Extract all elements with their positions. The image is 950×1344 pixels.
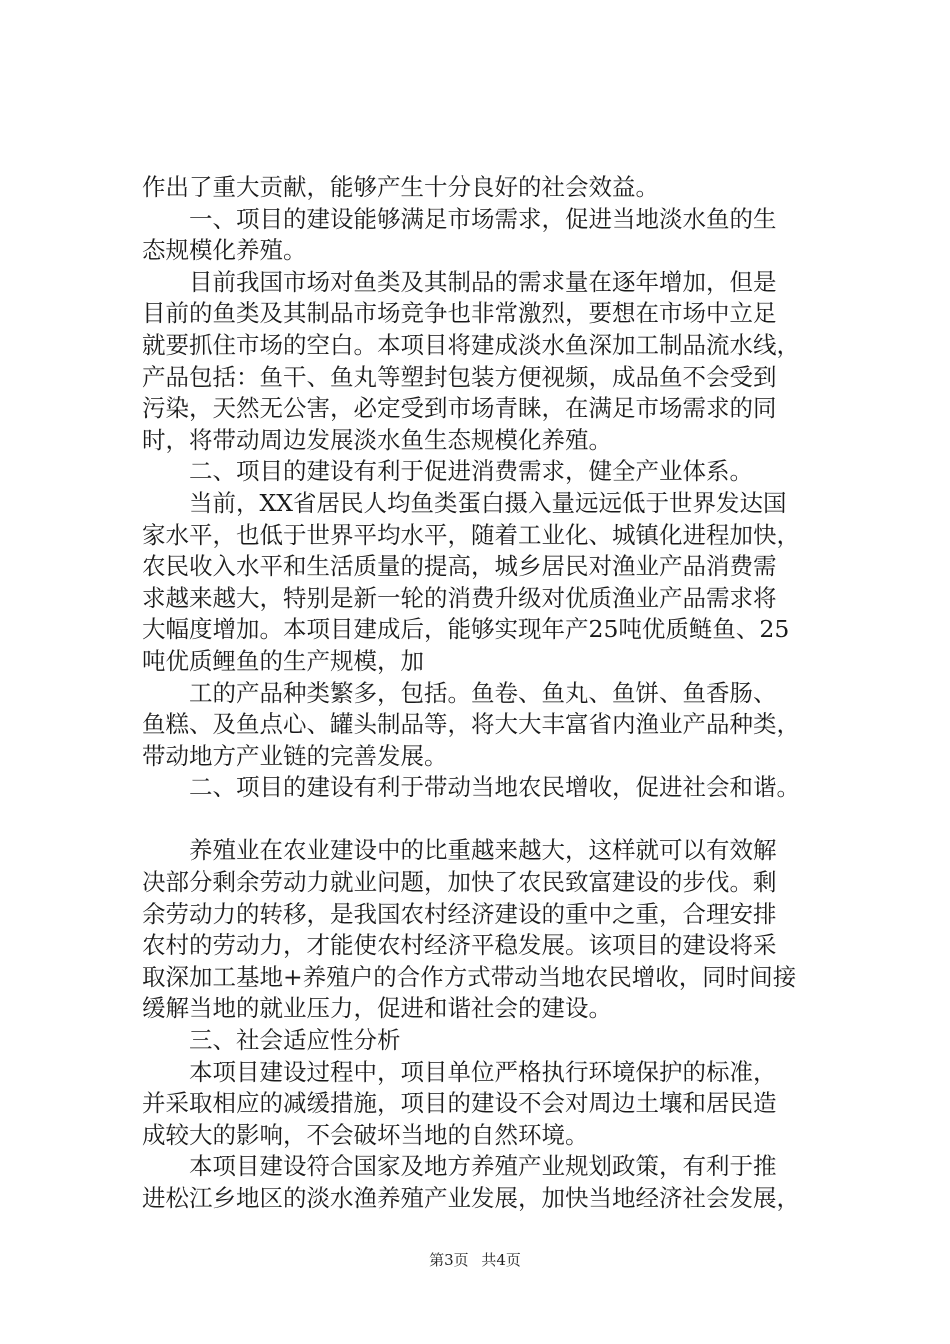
text-line: 求越来越大，特别是新一轮的消费升级对优质渔业产品需求将 — [142, 583, 777, 612]
text-line: 污染，天然无公害，必定受到市场青睐，在满足市场需求的同 — [142, 394, 777, 423]
text-line: 鱼糕、及鱼点心、罐头制品等，将大大丰富省内渔业产品种类， — [142, 710, 800, 739]
page-number: 第3页 — [429, 1251, 469, 1269]
paragraph-gap — [142, 804, 842, 836]
document-body — [142, 172, 842, 1215]
text-line: 吨优质鲤鱼的生产规模，加 — [142, 646, 424, 675]
page-total: 共4页 — [481, 1251, 521, 1269]
text-line: 当前，XX省居民人均鱼类蛋白摄入量远远低于世界发达国 — [189, 488, 787, 517]
text-line: 就要抓住市场的空白。本项目将建成淡水鱼深加工制品流水线， — [142, 330, 800, 359]
text-line: 家水平，也低于世界平均水平，随着工业化、城镇化进程加快， — [142, 520, 800, 549]
text-line: 时，将带动周边发展淡水鱼生态规模化养殖。 — [142, 425, 612, 454]
text-line: 态规模化养殖。 — [142, 236, 307, 265]
section-heading: 三、社会适应性分析 — [189, 1026, 401, 1055]
text-line: 本项目建设符合国家及地方养殖产业规划政策，有利于推 — [189, 1152, 777, 1181]
section-heading: 二、项目的建设有利于促进消费需求，健全产业体系。 — [189, 457, 753, 486]
text-line: 农民收入水平和生活质量的提高，城乡居民对渔业产品消费需 — [142, 552, 777, 581]
text-line: 并采取相应的减缓措施，项目的建设不会对周边土壤和居民造 — [142, 1089, 777, 1118]
text-line: 缓解当地的就业压力，促进和谐社会的建设。 — [142, 994, 612, 1023]
text-line: 目前我国市场对鱼类及其制品的需求量在逐年增加，但是 — [189, 267, 777, 296]
page-footer — [0, 1249, 950, 1270]
text-line: 产品包括：鱼干、鱼丸等塑封包装方便视频，成品鱼不会受到 — [142, 362, 777, 391]
text-line: 本项目建设过程中，项目单位严格执行环境保护的标准， — [189, 1057, 777, 1086]
text-line: 养殖业在农业建设中的比重越来越大，这样就可以有效解 — [189, 836, 777, 865]
text-line: 工的产品种类繁多，包括。鱼卷、鱼丸、鱼饼、鱼香肠、 — [189, 678, 777, 707]
text-line: 进松江乡地区的淡水渔养殖产业发展，加快当地经济社会发展， — [142, 1184, 800, 1212]
text-line: 带动地方产业链的完善发展。 — [142, 741, 448, 770]
text-line: 农村的劳动力，才能使农村经济平稳发展。该项目的建设将采 — [142, 931, 777, 960]
section-heading: 一、项目的建设能够满足市场需求，促进当地淡水鱼的生 — [189, 204, 777, 233]
text-line: 目前的鱼类及其制品市场竞争也非常激烈，要想在市场中立足 — [142, 299, 777, 328]
text-line: 成较大的影响，不会破坏当地的自然环境。 — [142, 1120, 589, 1149]
text-line: 余劳动力的转移，是我国农村经济建设的重中之重，合理安排 — [142, 899, 777, 928]
text-line: 大幅度增加。本项目建成后，能够实现年产25吨优质鲢鱼、25 — [142, 615, 790, 644]
text-line: 决部分剩余劳动力就业问题，加快了农民致富建设的步伐。剩 — [142, 868, 777, 897]
text-line: 作出了重大贡献，能够产生十分良好的社会效益。 — [142, 173, 659, 201]
text-line: 取深加工基地+养殖户的合作方式带动当地农民增收，同时间接 — [142, 962, 797, 991]
section-heading: 二、项目的建设有利于带动当地农民增收，促进社会和谐。 — [189, 773, 800, 802]
